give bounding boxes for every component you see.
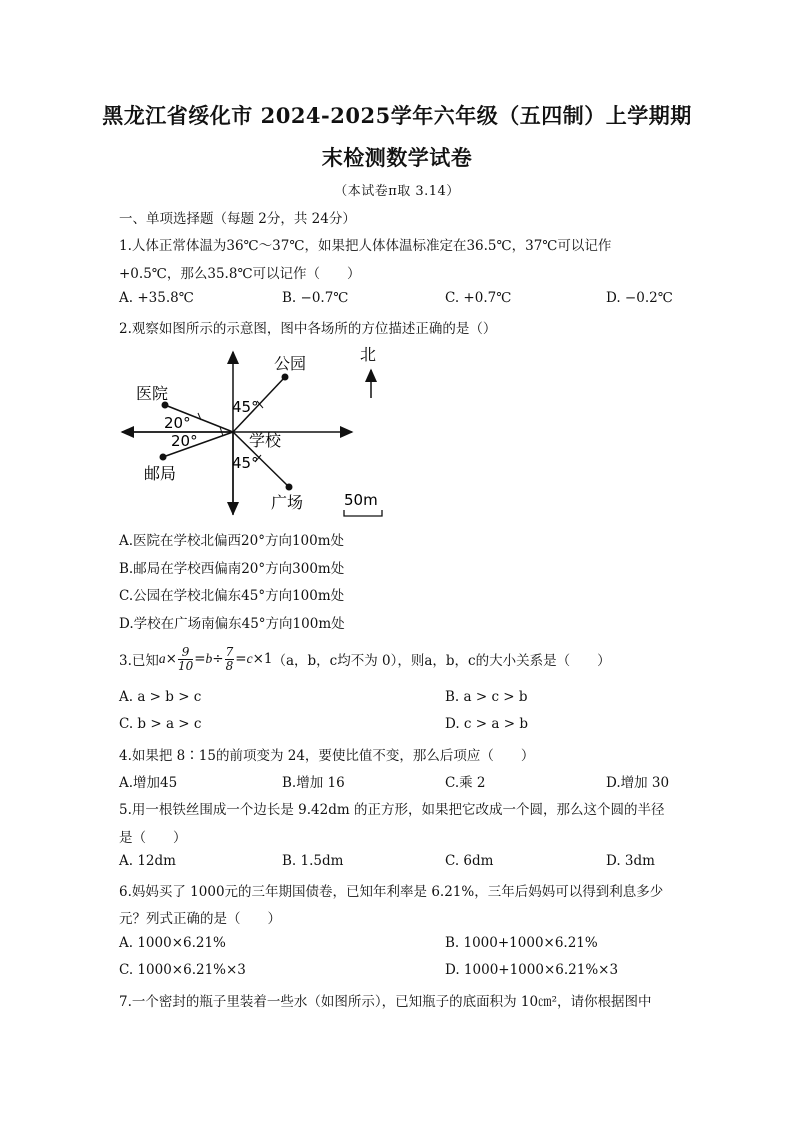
section-heading: 一、单项选择题（每题 2分，共 24分） xyxy=(119,211,356,227)
q3-frac1-den: 10 xyxy=(177,658,194,673)
q5-option-b: B. 1.5dm xyxy=(282,853,344,869)
q1-option-a: A. +35.8℃ xyxy=(119,290,194,306)
q5-line2: 是（ ） xyxy=(119,830,187,846)
park-point xyxy=(282,374,289,381)
exam-note: （本试卷π取 3.14） xyxy=(334,184,460,199)
q3-times: × xyxy=(165,651,177,667)
q3-fraction-2 xyxy=(225,646,235,673)
q5-line1: 5.用一根铁丝围成一个边长是 9.42dm 的正方形，如果把它改成一个圆，那么这个圆的半径 xyxy=(119,802,665,818)
q3-var-c: c xyxy=(246,651,253,666)
q3-div: ÷ xyxy=(212,651,224,667)
q3-frac2-den: 8 xyxy=(225,658,234,673)
hospital-label: 医院 xyxy=(136,384,169,403)
q2-option-a: A.医院在学校北偏西20°方向100m处 xyxy=(119,533,345,549)
q3-option-c: C. b > a > c xyxy=(119,716,202,732)
angle-park-label: 45° xyxy=(232,398,259,416)
q4-option-d: D.增加 30 xyxy=(606,775,670,791)
angle-hospital-label: 20° xyxy=(164,414,191,432)
direction-diagram xyxy=(110,340,410,522)
q6-option-c: C. 1000×6.21%×3 xyxy=(119,962,246,978)
q2-option-b: B.邮局在学校西偏南20°方向300m处 xyxy=(119,561,345,577)
q6-line2: 元？列式正确的是（ ） xyxy=(119,911,281,927)
q3-var-a: a xyxy=(158,651,166,666)
q1-line1: 1.人体正常体温为36℃～37℃，如果把人体体温标准定在36.5℃，37℃可以记作 xyxy=(119,238,612,254)
exam-title-line2: 末检测数学试卷 xyxy=(321,145,473,170)
post-office-point xyxy=(160,454,167,461)
q3-stem xyxy=(119,643,611,675)
angle-post-office-label: 20° xyxy=(171,432,198,450)
q6-option-d: D. 1000+1000×6.21%×3 xyxy=(445,962,619,978)
q3-condition: （a，b，c均不为 0），则a，b，c的大小关系是（ ） xyxy=(272,653,611,669)
q7-line1: 7.一个密封的瓶子里装着一些水（如图所示），已知瓶子的底面积为 10㎝²，请你根据图中 xyxy=(119,994,652,1010)
q6-line1: 6.妈妈买了 1000元的三年期国债卷，已知年利率是 6.21%，三年后妈妈可以得到利息多少 xyxy=(119,884,664,900)
q4-option-c: C.乘 2 xyxy=(445,775,486,791)
q3-frac1-num: 9 xyxy=(178,646,193,660)
q5-option-d: D. 3dm xyxy=(606,853,655,869)
north-label: 北 xyxy=(360,345,377,364)
post-office-label: 邮局 xyxy=(144,464,177,483)
park-label: 公园 xyxy=(274,354,307,373)
exam-title-line1: 黑龙江省绥化市 2024-2025学年六年级（五四制）上学期期 xyxy=(102,103,692,128)
q4-line1: 4.如果把 8∶15的前项变为 24，要使比值不变，那么后项应（ ） xyxy=(119,748,535,764)
q3-option-a: A. a > b > c xyxy=(119,689,202,705)
q4-option-b: B.增加 16 xyxy=(282,775,345,791)
q3-fraction-1 xyxy=(178,646,193,673)
q3-frac2-num: 7 xyxy=(225,644,234,659)
q2-option-c: C.公园在学校北偏东45°方向100m处 xyxy=(119,588,345,604)
q2-option-d: D.学校在广场南偏东45°方向100m处 xyxy=(119,616,345,632)
q1-option-b: B. −0.7℃ xyxy=(282,290,349,306)
square-point xyxy=(286,484,293,491)
q2-line1: 2.观察如图所示的示意图，图中各场所的方位描述正确的是（） xyxy=(119,321,497,337)
q3-eq1: = xyxy=(194,651,206,667)
q3-prefix: 3.已知 xyxy=(119,653,159,669)
school-label: 学校 xyxy=(249,431,282,450)
scale-bar xyxy=(344,510,382,516)
square-label: 广场 xyxy=(271,493,304,512)
q5-option-c: C. 6dm xyxy=(445,853,494,869)
q3-option-b: B. a > c > b xyxy=(445,689,528,705)
q6-option-a: A. 1000×6.21% xyxy=(119,935,226,951)
q5-option-a: A. 12dm xyxy=(119,853,176,869)
scale-label: 50m xyxy=(344,491,378,509)
q6-option-b: B. 1000+1000×6.21% xyxy=(445,935,598,951)
q1-option-c: C. +0.7℃ xyxy=(445,290,512,306)
q3-times1: ×1 xyxy=(252,651,273,667)
q1-line2: +0.5℃，那么35.8℃可以记作（ ） xyxy=(119,266,361,282)
q1-option-d: D. −0.2℃ xyxy=(606,290,673,306)
q3-eq2: = xyxy=(235,651,247,667)
q4-option-a: A.增加45 xyxy=(119,775,178,791)
q3-option-d: D. c > a > b xyxy=(445,716,528,732)
q3-var-b: b xyxy=(205,651,213,666)
angle-square-label: 45° xyxy=(232,454,259,472)
